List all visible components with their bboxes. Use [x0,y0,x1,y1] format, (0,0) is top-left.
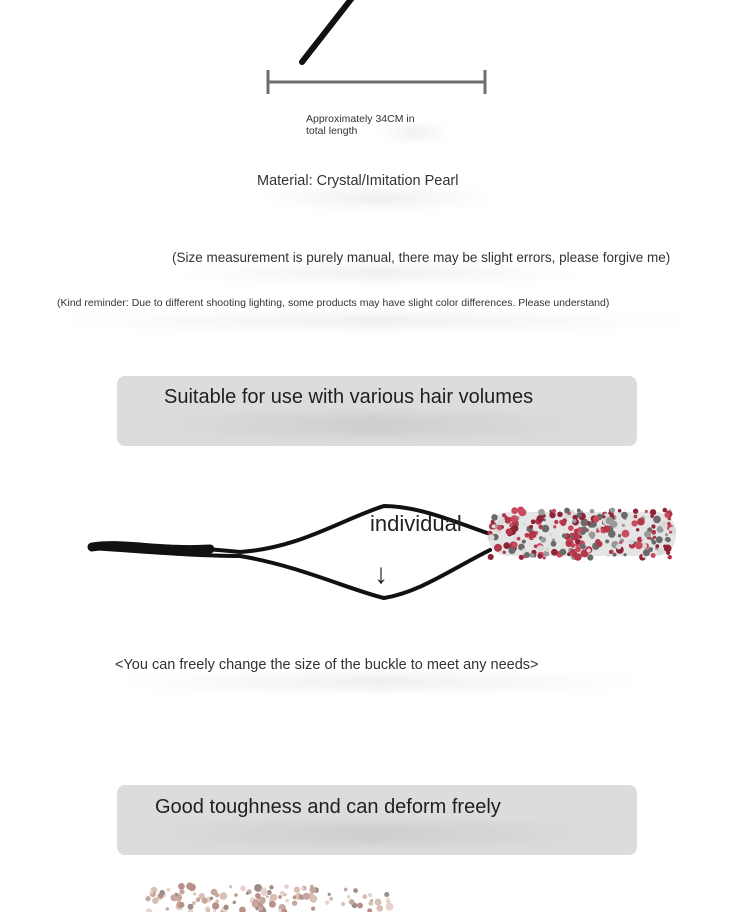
crystal-bead [560,549,567,556]
crystal-bead [619,541,622,544]
crystal-bead [357,903,363,909]
crystal-bead [344,888,348,892]
crystal-bead [503,542,510,549]
ghost-shadow [153,823,593,845]
crystal-bead [570,535,573,538]
crystal-bead [552,509,556,513]
crystal-bead [384,892,389,897]
crystal-bead [636,528,639,531]
crystal-bead [635,542,643,550]
crystal-bead [488,534,495,541]
crystal-bead [571,551,577,557]
crystal-bead [284,884,289,889]
crystal-bead [622,524,625,527]
crystal-bead [502,513,506,517]
crystal-bead [511,515,518,522]
crystal-bead [167,888,171,892]
ghost-shadow [60,314,690,328]
kind-reminder-note: (Kind reminder: Due to different shooting lighting, some products may have slight color differences. Please understand) [57,297,610,309]
crystal-bead [341,902,345,906]
crystal-bead [537,515,544,522]
crystal-bead [534,544,538,548]
crystal-bead [589,531,596,538]
crystal-bead [545,547,550,552]
crystal-bead [621,512,628,519]
crystal-bead [159,890,164,895]
crystal-bead [562,533,567,538]
crystal-bead [517,537,521,541]
crystal-bead [311,907,315,911]
crystal-bead [233,901,236,904]
crystal-bead [540,537,546,543]
crystal-bead [575,539,581,545]
crystal-bead [669,531,672,534]
measurement-ruler [268,70,485,94]
crystal-bead [651,553,656,558]
crystal-bead [362,894,367,899]
crystal-bead [542,525,550,533]
crystal-bead [616,544,621,549]
crystal-bead [551,549,558,556]
crystal-bead [650,509,656,515]
crystal-bead [538,509,545,516]
crystal-bead [192,901,196,905]
crystal-bead [254,884,262,892]
ghost-shadow [180,266,580,280]
crystal-bead [651,530,656,535]
crystal-bead [246,892,249,895]
crystal-bead [261,889,268,896]
crystal-bead [577,509,581,513]
crystal-bead [665,537,670,542]
crystal-bead [223,905,228,910]
down-arrow-icon: ↓ [374,558,388,589]
crystal-bead [641,537,644,540]
crystal-bead [606,517,614,525]
crystal-bead [166,907,169,910]
crystal-bead [278,895,282,899]
crystal-bead [145,896,150,901]
crystal-bead [631,520,637,526]
crystal-bead [239,907,246,912]
crystal-bead [215,899,219,903]
crystal-bead [580,543,586,549]
crystal-bead [605,539,609,543]
crystal-bead [650,514,654,518]
crystal-bead [294,887,300,893]
crystal-bead [643,549,650,556]
crystal-bead [517,507,524,514]
crystal-bead [549,533,552,536]
crystal-bead [368,893,372,897]
crystal-bead [634,515,638,519]
crystal-bead [210,897,213,900]
crystal-bead [597,541,603,547]
crystal-bead [610,507,615,512]
crystal-bead [494,544,502,552]
crystal-bead [178,883,185,890]
crystal-bead [179,889,184,894]
crystal-bead [644,531,651,538]
crystal-bead [668,555,672,559]
crystal-bead [270,894,277,901]
measurement-label: Approximately 34CM in total length [306,113,415,137]
ghost-shadow [262,190,492,206]
crystal-bead [347,895,350,898]
crystal-bead [567,552,571,556]
crystal-bead [349,899,355,905]
crystal-bead [512,542,518,548]
crystal-bead [525,533,530,538]
crystal-bead [596,529,599,532]
crystal-bead [564,508,570,514]
crystal-bead [491,520,495,524]
crystal-bead [506,528,513,535]
crystal-bead [523,523,526,526]
banner-title: Good toughness and can deform freely [155,796,501,818]
crystal-bead [353,888,358,893]
crystal-bead [215,893,220,898]
crystal-bead [285,899,289,903]
crystal-bead [325,900,329,904]
crystal-bead [609,550,613,554]
crystal-bead [512,525,519,532]
crystal-bead [508,547,515,554]
crystal-bead [152,897,159,904]
crystal-bead [551,541,557,547]
crystal-bead [593,516,600,523]
crystal-bead [375,899,382,906]
crystal-bead [575,546,581,552]
crystal-bead [376,905,383,912]
size-note: (Size measurement is purely manual, there may be slight errors, please forgive me) [172,250,671,265]
crystal-bead [618,509,622,513]
crystal-bead [531,519,536,524]
crystal-bead [663,545,666,548]
crystal-bead [170,894,177,901]
ghost-shadow [165,414,581,436]
crystal-bead [488,554,494,560]
crystal-bead [368,901,373,906]
crystal-bead [560,520,566,526]
crystal-bead [650,537,654,541]
crystal-bead [522,539,526,543]
crystal-bead [576,512,581,517]
crystal-bead [492,524,496,528]
crystal-bead [651,524,655,528]
crystal-bead [293,896,296,899]
crystal-bead [186,882,193,889]
crystal-bead [257,899,260,902]
crystal-bead [280,891,285,896]
crystal-bead [587,548,591,552]
crystal-bead [537,554,542,559]
crystal-bead [220,892,228,900]
crystal-bead [329,897,333,901]
crystal-bead [491,514,498,521]
crystal-bead [568,525,574,531]
crystal-bead [653,516,661,524]
crystal-bead [258,906,263,911]
crystal-bead [637,518,645,526]
crystal-bead [603,525,610,532]
crystal-bead [529,553,534,558]
crystal-bead [622,530,630,538]
crystal-bead [328,893,331,896]
buckle-note: <You can freely change the size of the buckle to meet any needs> [115,657,539,673]
cord-top-end [302,0,352,62]
crystal-bead [623,553,626,556]
crystal-bead [602,515,605,518]
crystal-bead [618,534,621,537]
crystal-bead [656,536,663,543]
crystal-bead [537,545,544,552]
ghost-shadow [120,674,640,690]
crystal-bead [543,556,546,559]
crystal-bead [557,512,563,518]
crystal-bead [665,533,668,536]
crystal-bead [553,525,556,528]
crystal-bead [667,522,671,526]
material-text: Material: Crystal/Imitation Pearl [257,173,459,189]
crystal-bead [266,895,269,898]
diagram-label: individual [370,511,462,536]
crystal-bead [529,525,533,529]
crystal-bead [310,887,316,893]
crystal-bead [664,512,669,517]
crystal-bead [529,530,537,538]
crystal-bead [577,527,582,532]
crystal-bead [234,893,237,896]
crystal-bead [269,885,273,889]
crystal-bead [572,519,576,523]
crystal-bead [240,886,246,892]
crystal-bead [590,509,595,514]
crystal-bead [497,525,502,530]
crystal-bead [655,544,659,548]
crystal-bead [574,533,580,539]
crystal-bead [301,887,304,890]
crystal-bead [367,908,372,912]
crystal-bead [188,904,194,910]
crystal-bead [310,885,313,888]
crystal-bead [193,892,196,895]
crystal-bead [269,901,276,908]
crystal-bead [645,510,648,513]
crystal-bead [502,551,505,554]
crystal-bead [607,553,610,556]
crystal-bead [633,509,638,514]
crystal-bead [179,902,185,908]
crystal-bead [196,897,201,902]
crystal-bead [146,908,152,912]
crystal-bead [150,891,154,895]
banner-toughness [117,785,637,855]
crystal-bead [565,540,572,547]
crystal-bead [252,901,259,908]
crystal-bead [524,552,530,558]
crystal-bead [501,519,505,523]
bottom-crystal-preview [145,882,393,912]
crystal-bead [292,900,297,905]
crystal-bead [661,523,668,530]
crystal-bead [386,903,394,911]
crystal-bead [229,885,232,888]
crystal-bead [554,520,558,524]
crystal-bead [666,551,670,555]
ghost-shadow [380,126,450,140]
crystal-bead [212,902,219,909]
crystal-bead [613,553,617,557]
banner-hair-volumes [117,376,637,446]
crystal-bead [202,898,208,904]
crystal-cluster [487,507,676,561]
banner-title: Suitable for use with various hair volumes [164,386,534,408]
crystal-bead [629,539,634,544]
crystal-bead [511,507,518,514]
crystal-bead [303,893,310,900]
